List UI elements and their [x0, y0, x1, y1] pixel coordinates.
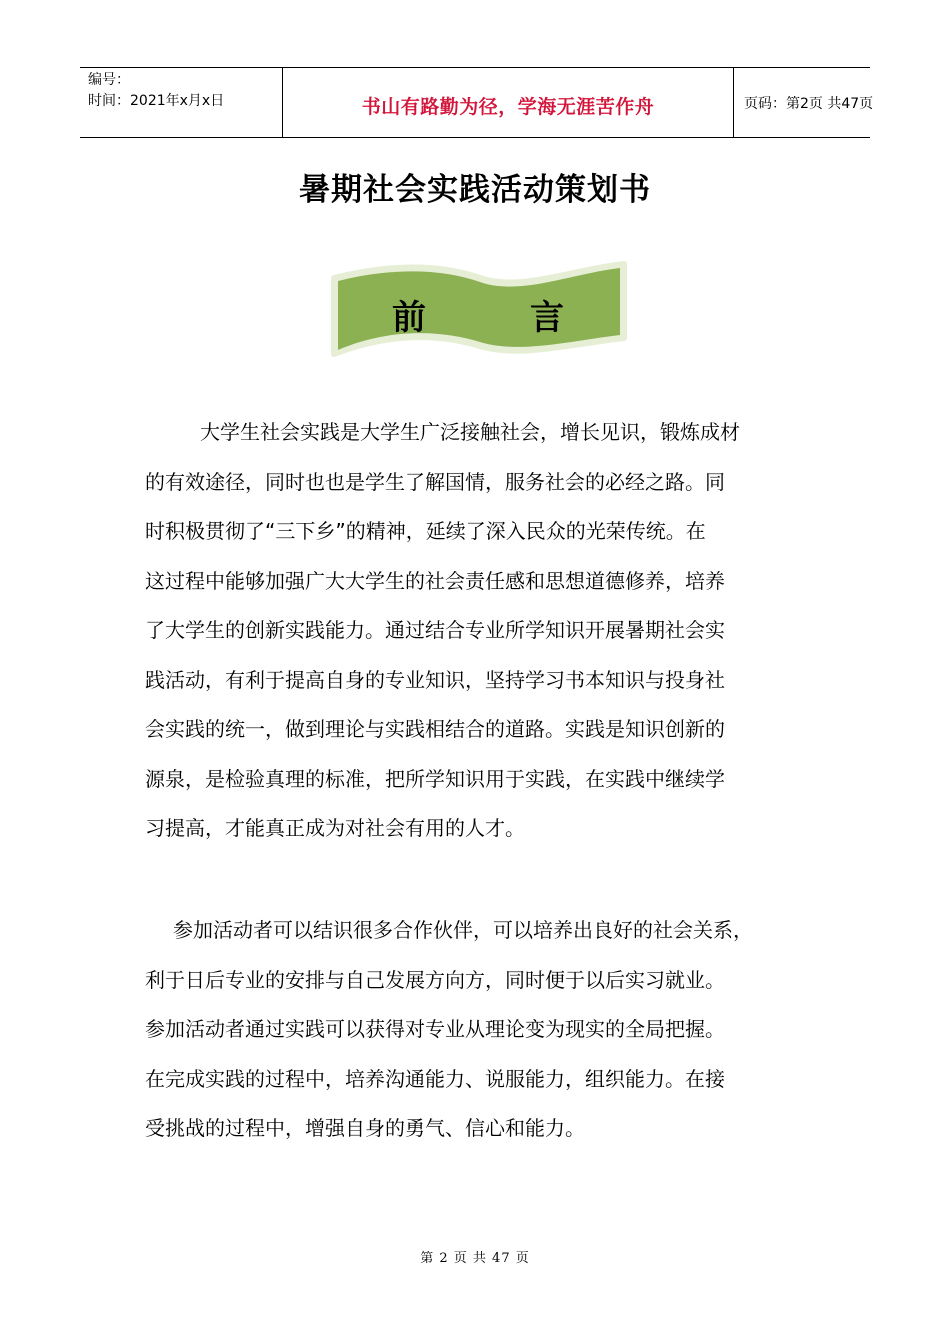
paragraph-line: 受挑战的过程中，增强自身的勇气、信心和能力。 [145, 1116, 585, 1140]
header-page-cell [734, 68, 874, 137]
header-meta-cell [80, 68, 282, 137]
paragraph-line: 的有效途径，同时也也是学生了解国情，服务社会的必经之路。同 [145, 469, 725, 494]
paragraph-line: 利于日后专业的安排与自己发展方向方，同时便于以后实习就业。 [145, 967, 725, 992]
paragraph-line: 时积极贯彻了“三下乡”的精神，延续了深入民众的光荣传统。在 [145, 519, 706, 543]
paragraph-line: 习提高，才能真正成为对社会有用的人才。 [145, 816, 525, 840]
paragraph-line: 践活动，有利于提高自身的专业知识，坚持学习书本知识与投身社 [145, 667, 725, 692]
paragraph-line: 大学生社会实践是大学生广泛接触社会，增长见识，锻炼成材 [200, 420, 740, 444]
paragraph-line: 源泉，是检验真理的标准，把所学知识用于实践，在实践中继续学 [145, 766, 725, 791]
header-page-info: 页码：第2页 共47页 [744, 96, 874, 112]
section-banner [330, 258, 630, 362]
document-title: 暑期社会实践活动策划书 [299, 172, 651, 208]
paragraph-line: 参加活动者可以结识很多合作伙伴，可以培养出良好的社会关系， [173, 918, 753, 942]
time-label: 时间：2021年x月x日 [88, 93, 225, 109]
header-motto: 书山有路勤为径，学海无涯苦作舟 [361, 96, 655, 118]
paragraph-line: 参加活动者通过实践可以获得对专业从理论变为现实的全局把握。 [145, 1017, 725, 1041]
paragraph-1 [145, 408, 813, 854]
paragraph-line: 了大学生的创新实践能力。通过结合专业所学知识开展暑期社会实 [145, 618, 725, 642]
banner-char-1: 前 [392, 298, 426, 338]
header-motto-cell [282, 68, 734, 137]
paragraph-line: 在完成实践的过程中，培养沟通能力、说服能力，组织能力。在接 [145, 1066, 725, 1091]
page-footer: 第 2 页 共 47 页 [420, 1251, 530, 1266]
banner-char-2: 言 [530, 298, 564, 338]
paragraph-line: 会实践的统一，做到理论与实践相结合的道路。实践是知识创新的 [145, 717, 725, 741]
paragraph-line: 这过程中能够加强广大大学生的社会责任感和思想道德修养，培养 [145, 568, 725, 593]
document-header [80, 67, 874, 138]
number-label: 编号： [88, 72, 130, 88]
paragraph-2 [145, 906, 813, 1154]
